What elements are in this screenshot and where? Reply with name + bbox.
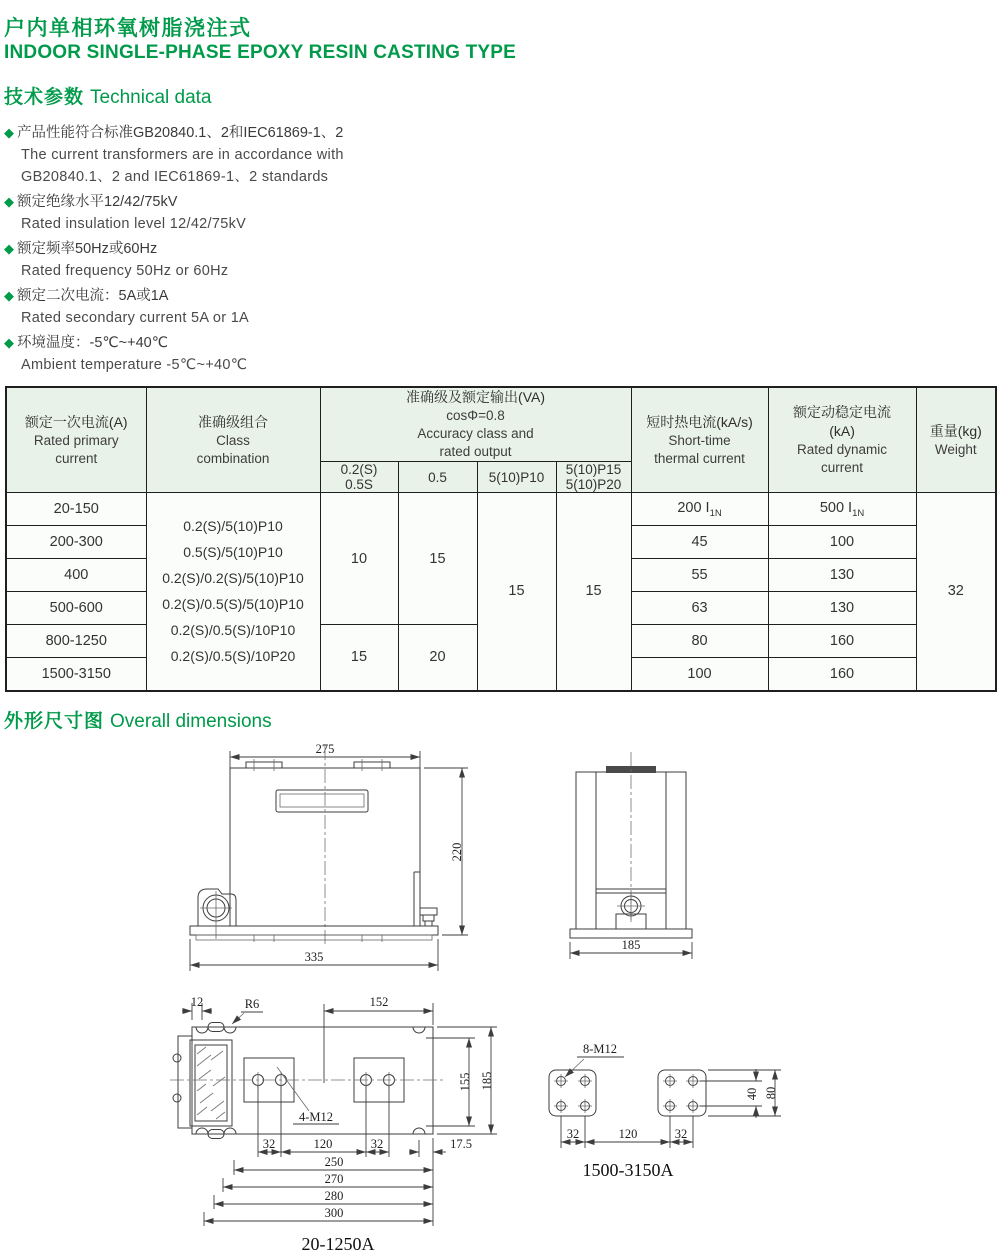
col-header-short-time-current: 短时热电流(kA/s) Short-time thermal current: [631, 387, 768, 493]
svg-text:280: 280: [324, 1189, 344, 1203]
svg-text:32: 32: [566, 1127, 580, 1141]
front-view-drawing: [170, 740, 500, 980]
dynamic-current-cell: 100: [768, 526, 916, 559]
short-time-cell: 200 $I_{1N}$: [631, 493, 768, 526]
flange-plates: [549, 1070, 706, 1116]
note-english: Ambient temperature -5℃~+40℃: [21, 357, 248, 373]
svg-text:152: 152: [369, 995, 389, 1009]
leader-4-M12: [277, 1067, 339, 1124]
dim-12: [182, 995, 212, 1020]
svg-text:12: 12: [190, 995, 204, 1009]
note-chinese: 产品性能符合标准GB20840.1、2和IEC61869-1、2: [17, 125, 344, 141]
diamond-bullet-icon: ◆: [4, 288, 14, 303]
svg-text:185: 185: [621, 938, 641, 952]
svg-text:40: 40: [745, 1087, 759, 1101]
svg-text:80: 80: [764, 1086, 778, 1100]
page-title-english: INDOOR SINGLE-PHASE EPOXY RESIN CASTING TYPE: [4, 42, 517, 63]
svg-text:32: 32: [262, 1137, 276, 1151]
short-time-cell: 55: [631, 559, 768, 592]
svg-text:8-M12: 8-M12: [582, 1042, 618, 1056]
subheader-class-05: 0.5: [398, 462, 477, 493]
weight-cell: 32: [916, 493, 996, 691]
note-english: Rated insulation level 12/42/75kV: [21, 216, 247, 232]
list-item: [4, 332, 564, 376]
dim-152: [324, 995, 433, 1083]
plan-variant-label: 20-1250A: [301, 1234, 375, 1254]
svg-text:17.5: 17.5: [450, 1137, 472, 1151]
subheader-class-02s: 0.2(S) 0.5S: [320, 462, 398, 493]
base-plan-drawing: [166, 990, 511, 1255]
svg-text:32: 32: [674, 1127, 688, 1141]
list-item: [4, 238, 564, 282]
heading-english: Technical data: [90, 87, 212, 108]
note-chinese: 环境温度：-5℃~+40℃: [17, 335, 169, 351]
svg-text:250: 250: [324, 1155, 344, 1169]
page-title-chinese: 户内单相环氧树脂浇注式: [4, 17, 252, 40]
dim-chain-overall: [204, 1155, 433, 1226]
terminal-block-hatched: [190, 1040, 232, 1126]
svg-text:220: 220: [450, 842, 464, 862]
note-chinese: 额定绝缘水平12/42/75kV: [17, 194, 178, 210]
flange-dims-bottom: [561, 1116, 693, 1148]
col-header-weight: 重量(kg) Weight: [916, 387, 996, 493]
svg-text:R6: R6: [244, 997, 260, 1011]
mounting-pads: [170, 1058, 446, 1102]
base-plate: [190, 926, 438, 942]
subheader-class-p10: 5(10)P10: [477, 462, 556, 493]
va-cell-02s: 10: [320, 493, 398, 625]
primary-current-cell: 800-1250: [6, 625, 146, 658]
dim-base-335: [190, 939, 438, 971]
svg-text:120: 120: [313, 1137, 333, 1151]
dynamic-current-cell: 160: [768, 658, 916, 691]
note-english: GB20840.1、2 and IEC61869-1、2 standards: [21, 169, 329, 185]
primary-current-cell: 1500-3150: [6, 658, 146, 691]
dynamic-current-cell: 160: [768, 625, 916, 658]
svg-text:270: 270: [324, 1172, 344, 1186]
dynamic-current-cell: 500 $I_{1N}$: [768, 493, 916, 526]
svg-text:335: 335: [304, 950, 324, 964]
transformer-side-body: [570, 752, 692, 938]
va-cell-p15: 15: [556, 493, 631, 691]
diamond-bullet-icon: ◆: [4, 241, 14, 256]
heading-english: Overall dimensions: [110, 711, 272, 732]
short-time-cell: 63: [631, 592, 768, 625]
short-time-cell: 100: [631, 658, 768, 691]
note-english: Rated frequency 50Hz or 60Hz: [21, 263, 229, 279]
leader-8-M12: [565, 1042, 624, 1077]
col-header-primary-current: 额定一次电流(A) Rated primary current: [6, 387, 146, 493]
flange-dims-right: [700, 1069, 781, 1118]
col-header-accuracy-output: 准确级及额定输出(VA) cosΦ=0.8 Accuracy class and rated output: [320, 387, 631, 462]
primary-current-cell: 500-600: [6, 592, 146, 625]
short-time-cell: 80: [631, 625, 768, 658]
dim-depth-185: [570, 938, 692, 959]
col-header-dynamic-current: 额定动稳定电流 (kA) Rated dynamic current: [768, 387, 916, 493]
primary-current-cell: 200-300: [6, 526, 146, 559]
note-chinese: 额定频率50Hz或60Hz: [17, 241, 158, 257]
technical-data-table: [5, 386, 997, 692]
svg-text:275: 275: [315, 742, 335, 756]
va-cell-05: 15: [398, 493, 477, 625]
col-header-class-combination: 准确级组合 Class combination: [146, 387, 320, 493]
dim-chain-holes: [258, 1086, 472, 1226]
svg-text:185: 185: [480, 1071, 494, 1091]
svg-text:155: 155: [458, 1072, 472, 1092]
technical-data-heading: [4, 82, 211, 109]
list-item: [4, 285, 564, 329]
short-time-cell: 45: [631, 526, 768, 559]
flange-drawing: [528, 1020, 793, 1192]
svg-text:300: 300: [324, 1206, 344, 1220]
svg-text:120: 120: [618, 1127, 638, 1141]
overall-dimensions-heading: [4, 706, 272, 733]
transformer-body: [230, 746, 420, 946]
technical-notes-list: [4, 122, 564, 379]
leader-R6: [232, 997, 263, 1024]
va-cell-05: 20: [398, 625, 477, 691]
dynamic-current-cell: 130: [768, 592, 916, 625]
primary-current-cell: 400: [6, 559, 146, 592]
note-english: The current transformers are in accordance with: [21, 147, 344, 163]
heading-chinese: 外形尺寸图: [4, 711, 105, 732]
note-english: Rated secondary current 5A or 1A: [21, 310, 250, 326]
dynamic-current-cell: 130: [768, 559, 916, 592]
note-chinese: 额定二次电流：5A或1A: [17, 288, 169, 304]
diamond-bullet-icon: ◆: [4, 125, 14, 140]
subheader-class-p15-p20: 5(10)P15 5(10)P20: [556, 462, 631, 493]
svg-text:32: 32: [370, 1137, 384, 1151]
flange-variant-label: 1500-3150A: [582, 1160, 674, 1180]
earth-bolt: [420, 908, 437, 926]
side-view-drawing: [558, 742, 778, 970]
list-item: [4, 191, 564, 235]
list-item: [4, 122, 564, 188]
diamond-bullet-icon: ◆: [4, 335, 14, 350]
svg-text:4-M12: 4-M12: [298, 1110, 334, 1124]
dim-height-220: [424, 768, 468, 935]
primary-current-cell: 20-150: [6, 493, 146, 526]
table-row: [6, 493, 996, 526]
diamond-bullet-icon: ◆: [4, 194, 14, 209]
va-cell-02s: 15: [320, 625, 398, 691]
va-cell-p10: 15: [477, 493, 556, 691]
dimension-drawings: [0, 738, 1000, 1257]
class-combination-cell: 0.2(S)/5(10)P10 0.5(S)/5(10)P10 0.2(S)/0.2(S)/5(10)P10 0.2(S)/0.5(S)/5(10)P10 0.2(S)/0.5(S)/10P10 0.2(S)/0.5(S)/10P20: [146, 493, 320, 691]
heading-chinese: 技术参数: [4, 87, 85, 108]
